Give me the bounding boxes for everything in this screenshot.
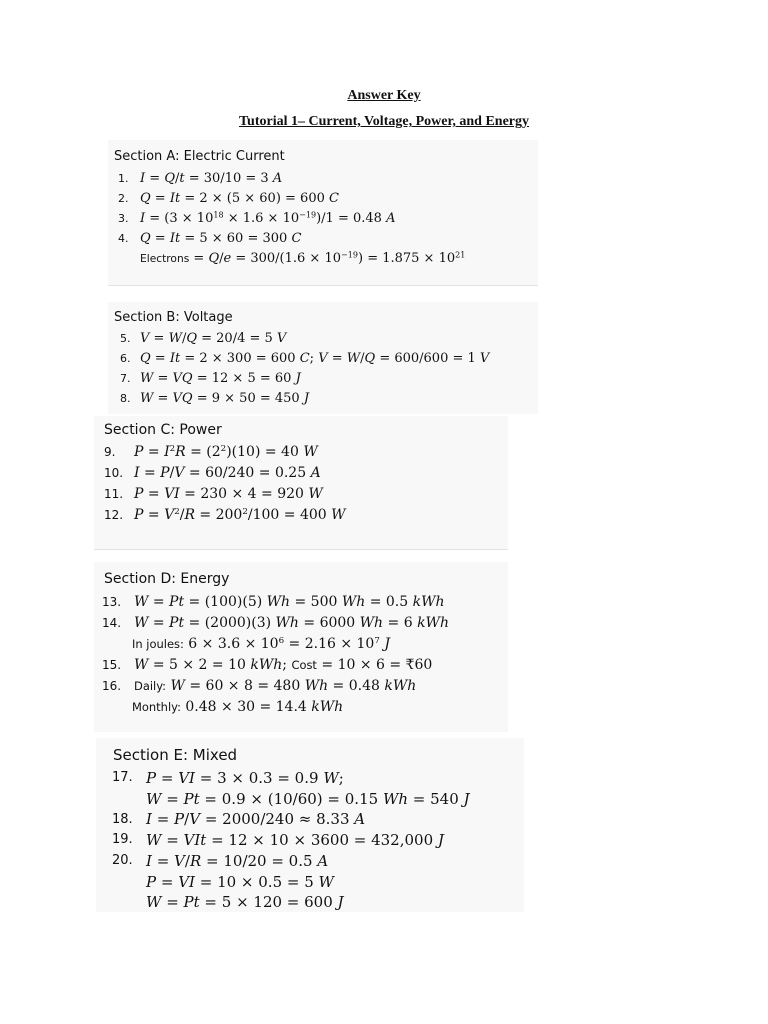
item-number: 11. — [104, 487, 124, 502]
equation-line: I = V/R = 10/20 = 0.5 A — [146, 851, 329, 870]
equation-line: W = Pt = (2000)(3) Wh = 6000 Wh = 6 kWh — [134, 615, 449, 631]
equation-line: W = Pt = (100)(5) Wh = 500 Wh = 0.5 kWh — [134, 594, 445, 610]
item-number: 9. — [104, 445, 116, 460]
equation-line: V = W/Q = 20/4 = 5 V — [140, 331, 287, 346]
item-number: 19. — [112, 832, 133, 848]
equation-line: W = VQ = 9 × 50 = 450 J — [140, 391, 310, 406]
equation-line: I = Q/t = 30/10 = 3 A — [140, 171, 283, 186]
section-a-title: Section A: Electric Current — [114, 149, 285, 164]
equation-line: P = VI = 230 × 4 = 920 W — [134, 486, 323, 502]
item-number: 8. — [120, 392, 131, 406]
equation-line: Electrons = $Q/e = 300/(1.6 \times 10^{-19}) = 1.875 \times 10^{21}$ — [140, 250, 466, 266]
document-subtitle: Tutorial 1– Current, Voltage, Power, and Energy — [239, 114, 529, 129]
equation-line: Daily: W = 60 × 8 = 480 Wh = 0.48 kWh — [134, 678, 417, 694]
item-number: 5. — [120, 332, 131, 346]
equation-line: Q = It = 2 × (5 × 60) = 600 C — [140, 191, 339, 206]
equation-line: I = P/V = 2000/240 ≈ 8.33 A — [146, 810, 366, 829]
section-a-divider — [108, 285, 538, 286]
section-b-block — [108, 302, 538, 414]
equation-line: I = P/V = 60/240 = 0.25 A — [134, 465, 321, 481]
section-c-title: Section C: Power — [104, 422, 222, 438]
equation-line: P = VI = 3 × 0.3 = 0.9 W; — [146, 769, 344, 787]
equation-line: W = 5 × 2 = 10 kWh; Cost = 10 × 6 = ₹60 — [134, 657, 433, 673]
equation-line: $I = (3 \times 10^{18} \times 1.6 \times 10^{-19})/1 = 0.48$ A — [140, 210, 396, 226]
item-number: 2. — [118, 192, 129, 206]
equation-line: Q = It = 2 × 300 = 600 C; V = W/Q = 600/600 = 1 V — [140, 351, 490, 366]
item-number: 10. — [104, 466, 124, 481]
section-e-block — [96, 738, 524, 912]
item-number: 16. — [102, 679, 122, 694]
equation-line: W = Pt = 0.9 × (10/60) = 0.15 Wh = 540 J — [146, 789, 470, 808]
item-number: 3. — [118, 212, 129, 226]
item-number: 12. — [104, 508, 124, 523]
section-c-block — [94, 416, 508, 550]
equation-line: Monthly: 0.48 × 30 = 14.4 kWh — [132, 699, 344, 715]
section-c-divider — [94, 549, 508, 550]
equation-line: W = VIt = 12 × 10 × 3600 = 432,000 J — [146, 831, 444, 850]
document-title: Answer Key — [347, 88, 421, 103]
item-number: 18. — [112, 811, 133, 827]
item-number: 20. — [112, 853, 133, 868]
equation-line: $P = V^2/R = 200^2/100 = 400$ W — [134, 507, 346, 523]
equation-line: W = VQ = 12 × 5 = 60 J — [140, 371, 301, 386]
equation-line: $P = I^2R = (2^2)(10) = 40$ W — [134, 444, 318, 460]
equation-line: Q = It = 5 × 60 = 300 C — [140, 231, 302, 246]
equation-line: In joules: $6 \times 3.6 \times 10^6 = 2.16 \times 10^7$ J — [132, 636, 390, 652]
section-e-title: Section E: Mixed — [113, 746, 238, 764]
section-d-title: Section D: Energy — [104, 571, 230, 587]
item-number: 1. — [118, 172, 129, 186]
item-number: 4. — [118, 232, 129, 246]
item-number: 15. — [102, 658, 122, 673]
equation-line: W = Pt = 5 × 120 = 600 J — [146, 893, 344, 912]
section-b-title: Section B: Voltage — [114, 310, 233, 325]
item-number: 13. — [102, 595, 122, 610]
item-number: 7. — [120, 372, 131, 386]
section-a-block — [108, 140, 538, 286]
equation-line: P = VI = 10 × 0.5 = 5 W — [146, 872, 334, 891]
item-number: 17. — [112, 770, 133, 786]
item-number: 14. — [102, 616, 122, 631]
item-number: 6. — [120, 352, 131, 366]
section-d-block — [94, 562, 508, 732]
